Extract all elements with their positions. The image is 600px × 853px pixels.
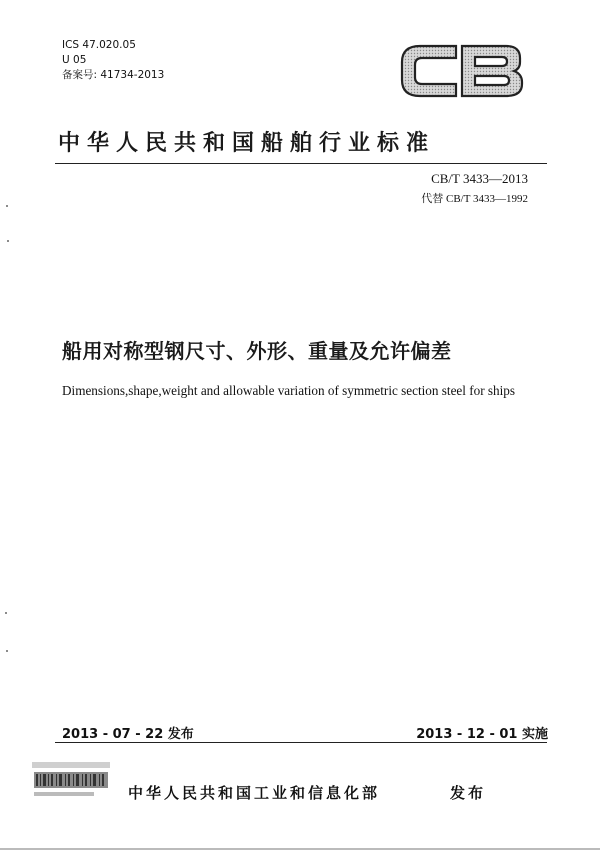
issue-date: 2013 - 07 - 22 发布 bbox=[62, 727, 194, 742]
ccs-code: U 05 bbox=[62, 54, 87, 66]
document-title-cn: 船用对称型钢尺寸、外形、重量及允许偏差 bbox=[62, 339, 452, 363]
record-number: 备案号: 41734-2013 bbox=[62, 69, 165, 81]
security-label-image bbox=[32, 762, 110, 802]
scan-speck bbox=[6, 205, 8, 207]
scan-speck bbox=[7, 240, 9, 242]
document-title-en: Dimensions,shape,weight and allowable variation of symmetric section steel for ships bbox=[62, 383, 516, 398]
cb-logo-text: CB bbox=[462, 100, 464, 101]
header-rule bbox=[55, 163, 547, 164]
cb-logo bbox=[398, 40, 526, 102]
publisher-suffix: 发布 bbox=[450, 784, 487, 802]
replaces-code: 代替 CB/T 3433—1992 bbox=[421, 193, 528, 205]
scan-speck bbox=[6, 650, 8, 652]
scan-edge bbox=[0, 848, 600, 850]
scan-speck bbox=[5, 612, 7, 614]
ics-code: ICS 47.020.05 bbox=[62, 39, 136, 51]
footer-rule bbox=[55, 742, 547, 743]
publisher-name: 中华人民共和国工业和信息化部 bbox=[128, 784, 381, 802]
standard-code: CB/T 3433—2013 bbox=[431, 171, 528, 186]
implementation-date: 2013 - 12 - 01 实施 bbox=[416, 727, 548, 742]
standard-title: 中华人民共和国船舶行业标准 bbox=[58, 131, 436, 156]
